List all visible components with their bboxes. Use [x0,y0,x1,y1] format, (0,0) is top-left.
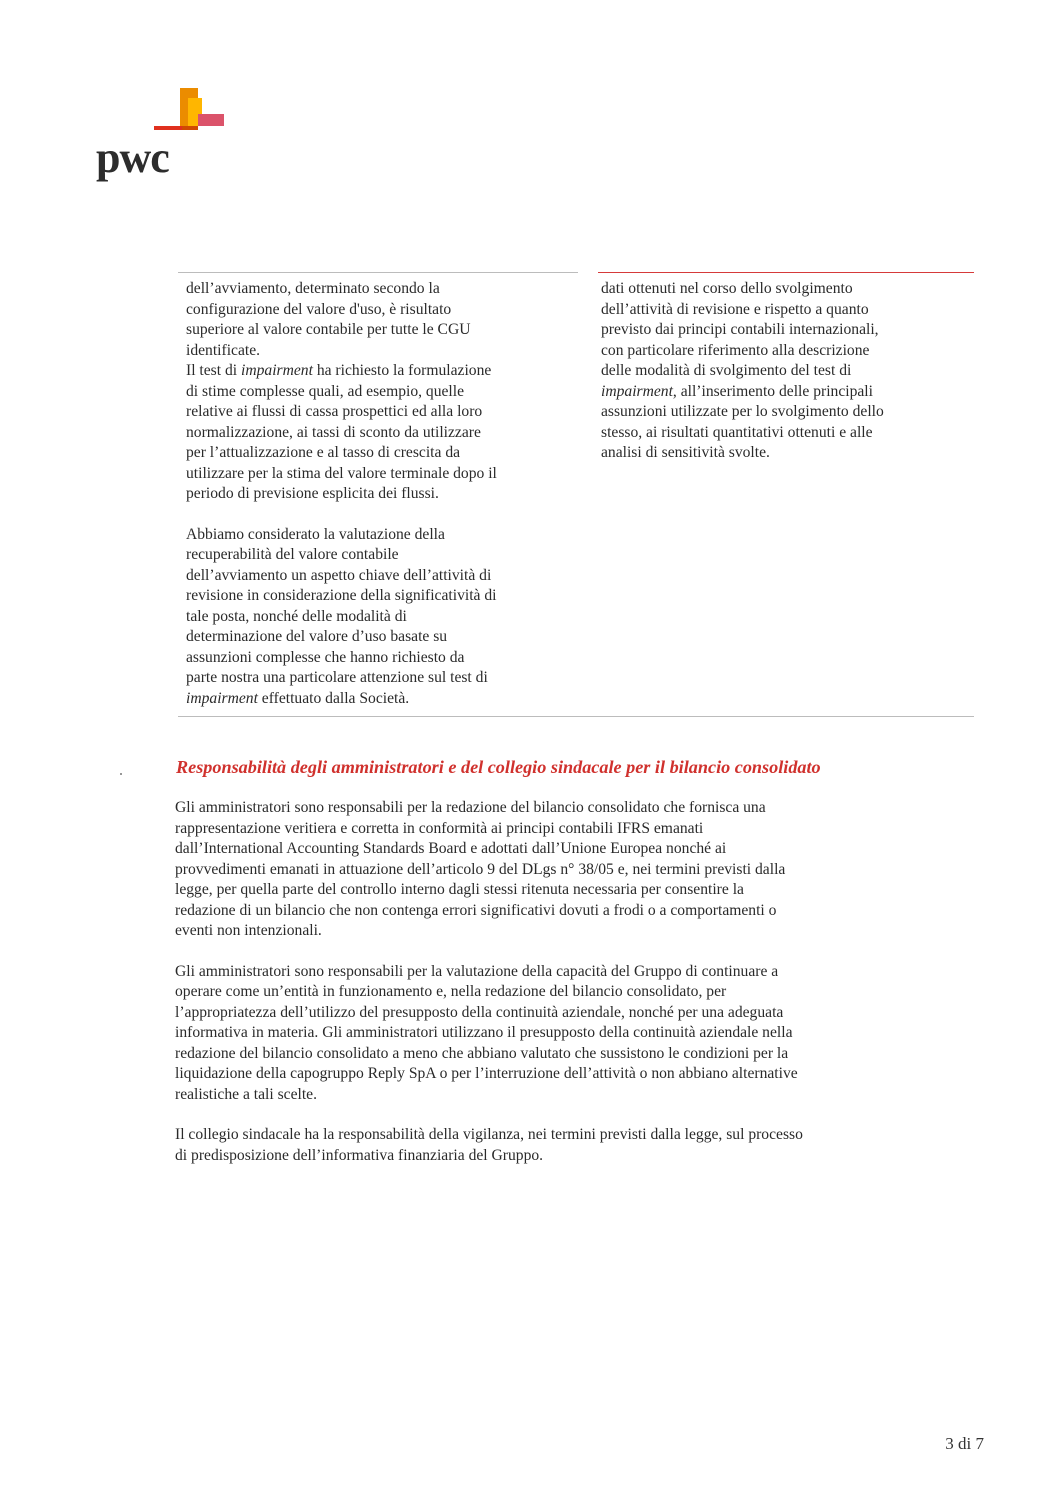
pwc-logo [96,86,236,186]
key-audit-matter-column [186,279,591,709]
section-body [175,798,975,1186]
table-bottom-rule [178,716,974,717]
margin-mark [120,773,122,775]
kam-paragraph-3: Abbiamo considerato la valutazione della recuperabilità del valore contabile dell’avviamento un aspetto chiave dell’attività di revisione in considerazione della significatività di tale posta, nonché delle modalità di determinazione del valore d’uso basate su assunzioni complesse che hanno richiesto da parte nostra una particolare attenzione sul test di impairment effettuato dalla Società. [186,525,497,707]
body-paragraph-3: Il collegio sindacale ha la responsabilità della vigilanza, nei termini previsti dalla legge, sul processo di predisposizione dell’informativa finanziaria del Gruppo. [175,1126,803,1164]
body-paragraph-1: Gli amministratori sono responsabili per la redazione del bilancio consolidato che fornisca una rappresentazione veritiera e corretta in conformità ai principi contabili IFRS emanati dall’International Accounting Standards Board e adottati dall’Unione Europea nonché ai provvedimenti emanati in attuazione dell’articolo 9 del DLgs n° 38/05 e, nei termini previsti dalla legge, per quella parte del controllo interno dagli stessi ritenuta necessaria per consentire la redazione di un bilancio che non contenga errori significativi dovuti a frodi o a comportamenti o eventi non intenzionali. [175,799,786,939]
table-top-rule-right [598,272,974,273]
pwc-logo-mark [152,86,224,134]
audit-procedures-column [601,279,981,464]
section-heading: Responsabilità degli amministratori e del collegio sindacale per il bilancio consolidato [176,757,821,777]
pwc-wordmark: pwc [96,133,169,182]
table-top-rule-left [178,272,578,273]
kam-paragraph-1: dell’avviamento, determinato secondo la configurazione del valore d'uso, è risultato superiore al valore contabile per tutte le CGU identificate. [186,280,471,359]
kam-paragraph-2: Il test di impairment ha richiesto la formulazione di stime complesse quali, ad esempio, quelle relative ai flussi di cassa prospettici ed alla loro normalizzazione, ai tassi di sconto da utilizzare per l’attualizzazione e al tasso di crescita da utilizzare per la stima del valore terminale dopo il periodo di previsione esplicita dei flussi. [186,362,497,502]
body-paragraph-2: Gli amministratori sono responsabili per la valutazione della capacità del Gruppo di continuare a operare come un’entità in funzionamento e, nella redazione del bilancio consolidato, per l’appropriatezza dell’utilizzo del presupposto della continuità aziendale, nonché per una adeguata informativa in materia. Gli amministratori utilizzano il presupposto della continuità aziendale nella redazione del bilancio consolidato a meno che abbiano valutato che sussistono le condizioni per la liquidazione della capogruppo Reply SpA o per l’interruzione dell’attività o non abbiano alternative realistiche a tali scelte. [175,962,798,1103]
page-number: 3 di 7 [945,1434,984,1453]
procedures-paragraph: dati ottenuti nel corso dello svolgimento dell’attività di revisione e rispetto a quanto previsto dai principi contabili internazionali, con particolare riferimento alla descrizione delle modalità di svolgimento del test di impairment, all’inserimento delle principali assunzioni utilizzate per lo svolgimento dello stesso, ai risultati quantitativi ottenuti e alle analisi di sensitività svolte. [601,280,884,461]
